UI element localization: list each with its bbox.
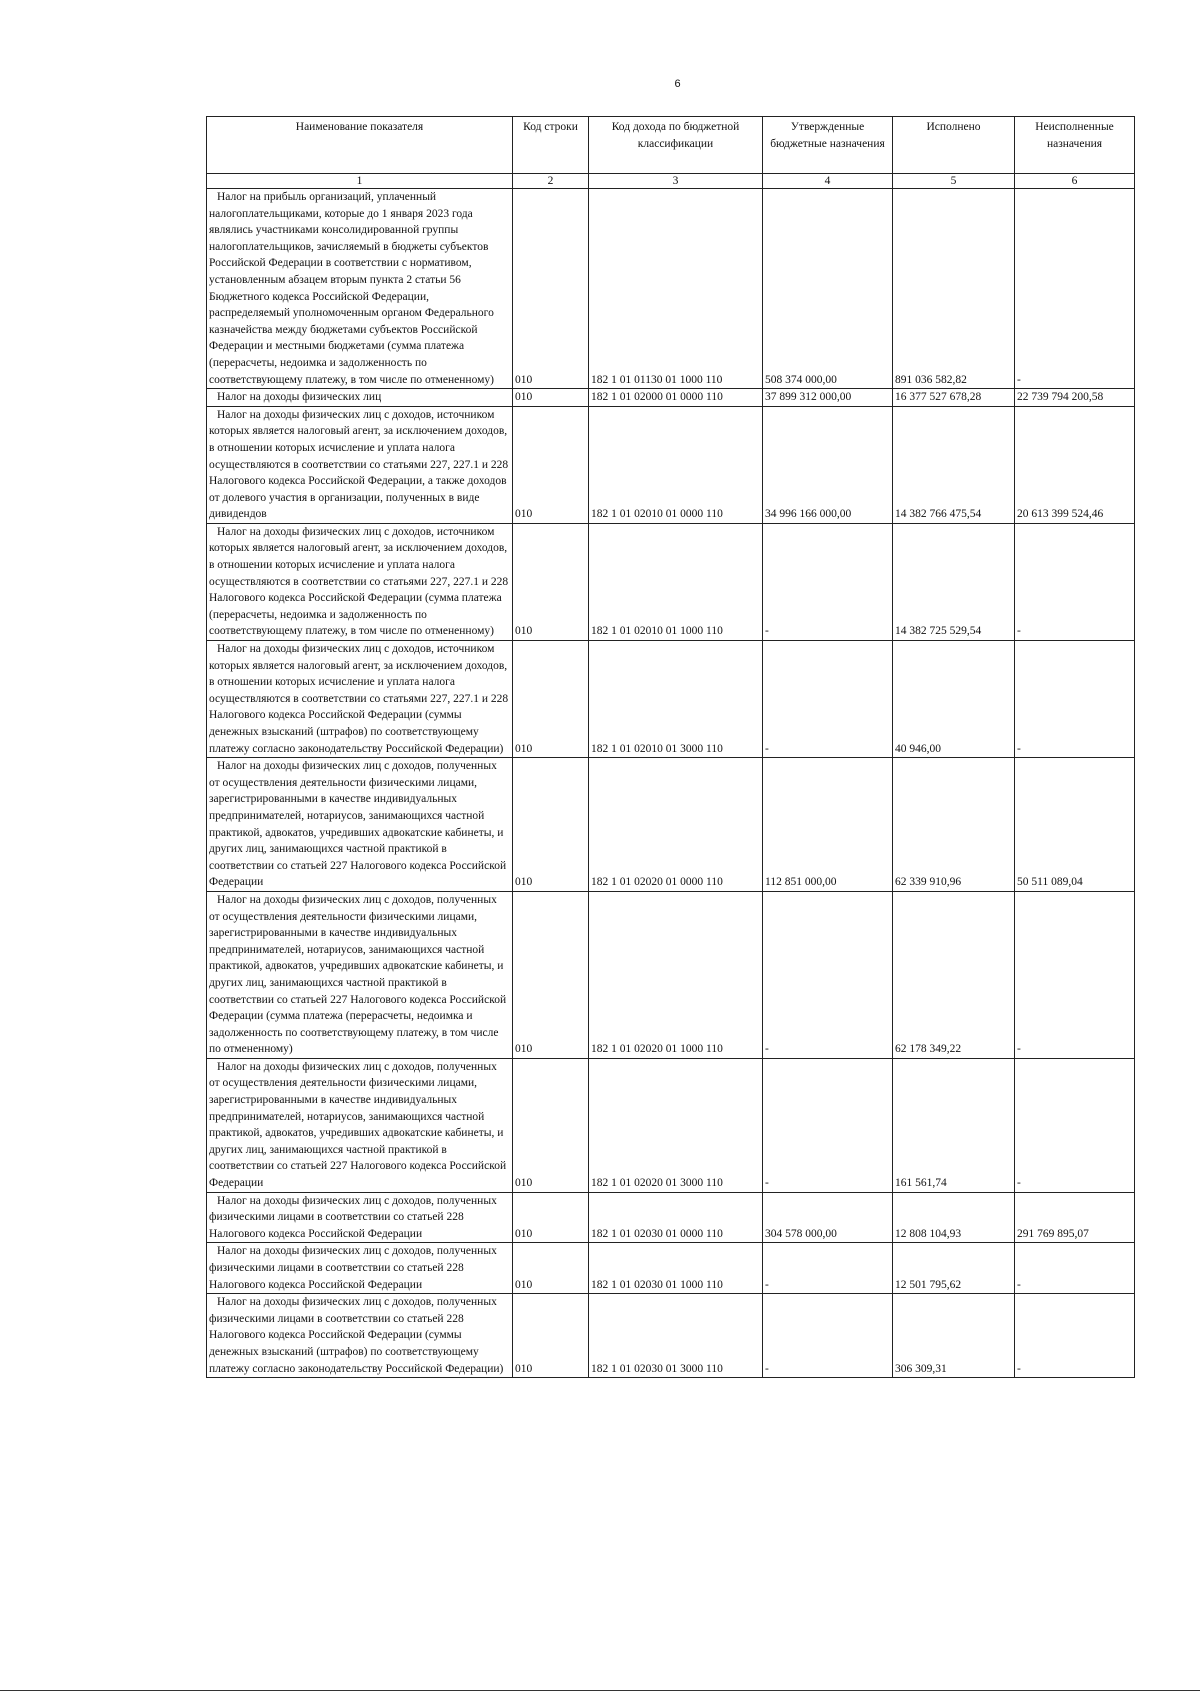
- header-unexecuted: Неисполненные назначения: [1015, 117, 1135, 174]
- table-row: [207, 1294, 1135, 1378]
- approved-amount-cell: 34 996 166 000,00: [763, 406, 893, 523]
- header-income-code: Код дохода по бюджетной классификации: [589, 117, 763, 174]
- table-row: [207, 189, 1135, 389]
- column-number-row: [207, 174, 1135, 189]
- indicator-name-cell: [207, 1294, 513, 1378]
- unexecuted-amount-cell: -: [1015, 1294, 1135, 1378]
- indicator-name-text: Налог на доходы физических лиц с доходов, источником которых является налоговый агент, за исключением доходов, в отношении которых исчисление и уплата налога осуществляются в соответствии со статьями 227, 227.1 и 228 Налогового кодекса Российской Федерации, а также доходов от долевого участия в организации, полученных в виде дивидендов: [209, 408, 509, 521]
- indicator-name-text: Налог на прибыль организаций, уплаченный налогоплательщиками, которые до 1 января 2023 года являлись участниками консолидированной группы налогоплательщиков, зачисляемый в бюджеты субъектов Российской Федерации в соответствии с нормативом, установленным абзацем вторым пункта 2 статьи 56 Бюджетного кодекса Российской Федерации, распределяемый уполномоченным органом Федерального казначейства между бюджетами субъектов Российской Федерации и местными бюджетами (сумма платежа (перерасчеты, недоимка и задолженность по соответствующему платежу, в том числе по отмененному): [209, 191, 494, 386]
- income-code-cell: 182 1 01 02030 01 3000 110: [589, 1294, 763, 1378]
- header-executed: Исполнено: [893, 117, 1015, 174]
- line-code-cell: 010: [513, 641, 589, 758]
- income-code-cell: 182 1 01 02010 01 1000 110: [589, 523, 763, 640]
- header-approved: Утвержденные бюджетные назначения: [763, 117, 893, 174]
- column-number: 4: [763, 174, 893, 189]
- income-code-cell: 182 1 01 02010 01 3000 110: [589, 641, 763, 758]
- indicator-name-text: Налог на доходы физических лиц с доходов, источником которых является налоговый агент, за исключением доходов, в отношении которых исчисление и уплата налога осуществляются в соответствии со статьями 227, 227.1 и 228 Налогового кодекса Российской Федерации (суммы денежных взысканий (штрафов) по соответствующему платежу согласно законодательству Российской Федерации): [209, 643, 509, 755]
- unexecuted-amount-cell: -: [1015, 1058, 1135, 1192]
- indicator-name-cell: [207, 1058, 513, 1192]
- indicator-name-cell: [207, 406, 513, 523]
- unexecuted-amount-cell: 291 769 895,07: [1015, 1192, 1135, 1243]
- approved-amount-cell: -: [763, 523, 893, 640]
- income-code-cell: 182 1 01 02000 01 0000 110: [589, 389, 763, 407]
- executed-amount-cell: 891 036 582,82: [893, 189, 1015, 389]
- column-number: 2: [513, 174, 589, 189]
- line-code-cell: 010: [513, 1192, 589, 1243]
- income-code-cell: 182 1 01 02030 01 0000 110: [589, 1192, 763, 1243]
- table-row: [207, 1192, 1135, 1243]
- executed-amount-cell: 12 808 104,93: [893, 1192, 1015, 1243]
- unexecuted-amount-cell: -: [1015, 641, 1135, 758]
- budget-execution-table: [206, 116, 1135, 1378]
- executed-amount-cell: 161 561,74: [893, 1058, 1015, 1192]
- income-code-cell: 182 1 01 02010 01 0000 110: [589, 406, 763, 523]
- line-code-cell: 010: [513, 389, 589, 407]
- indicator-name-text: Налог на доходы физических лиц с доходов, полученных от осуществления деятельности физическими лицами, зарегистрированными в качестве индивидуальных предпринимателей, нотариусов, занимающихся частной практикой, адвокатов, учредивших адвокатские кабинеты, и других лиц, занимающихся частной практикой в соответствии со статьей 227 Налогового кодекса Российской Федерации: [209, 1060, 507, 1190]
- approved-amount-cell: -: [763, 641, 893, 758]
- income-code-cell: 182 1 01 02020 01 3000 110: [589, 1058, 763, 1192]
- table-row: [207, 891, 1135, 1058]
- indicator-name-cell: [207, 1192, 513, 1243]
- income-code-cell: 182 1 01 01130 01 1000 110: [589, 189, 763, 389]
- line-code-cell: 010: [513, 758, 589, 892]
- executed-amount-cell: 62 178 349,22: [893, 891, 1015, 1058]
- table-row: [207, 406, 1135, 523]
- table-row: [207, 1243, 1135, 1294]
- indicator-name-cell: [207, 1243, 513, 1294]
- indicator-name-cell: [207, 758, 513, 892]
- indicator-name-cell: [207, 891, 513, 1058]
- line-code-cell: 010: [513, 1058, 589, 1192]
- executed-amount-cell: 14 382 766 475,54: [893, 406, 1015, 523]
- page-number: 6: [674, 78, 681, 90]
- unexecuted-amount-cell: 20 613 399 524,46: [1015, 406, 1135, 523]
- line-code-cell: 010: [513, 1294, 589, 1378]
- approved-amount-cell: 37 899 312 000,00: [763, 389, 893, 407]
- unexecuted-amount-cell: 50 511 089,04: [1015, 758, 1135, 892]
- indicator-name-cell: [207, 189, 513, 389]
- approved-amount-cell: -: [763, 1243, 893, 1294]
- indicator-name-cell: [207, 641, 513, 758]
- approved-amount-cell: -: [763, 1058, 893, 1192]
- executed-amount-cell: 16 377 527 678,28: [893, 389, 1015, 407]
- indicator-name-text: Налог на доходы физических лиц с доходов, полученных физическими лицами в соответствии со статьей 228 Налогового кодекса Российской Федерации: [209, 1194, 497, 1240]
- table-row: [207, 758, 1135, 892]
- income-code-cell: 182 1 01 02030 01 1000 110: [589, 1243, 763, 1294]
- table-row: [207, 641, 1135, 758]
- column-number: 1: [207, 174, 513, 189]
- approved-amount-cell: 304 578 000,00: [763, 1192, 893, 1243]
- table-row: [207, 523, 1135, 640]
- line-code-cell: 010: [513, 523, 589, 640]
- indicator-name-cell: [207, 389, 513, 407]
- executed-amount-cell: 306 309,31: [893, 1294, 1015, 1378]
- executed-amount-cell: 12 501 795,62: [893, 1243, 1015, 1294]
- unexecuted-amount-cell: -: [1015, 1243, 1135, 1294]
- page-bottom-rule: [0, 1690, 1200, 1691]
- column-number: 6: [1015, 174, 1135, 189]
- approved-amount-cell: 508 374 000,00: [763, 189, 893, 389]
- indicator-name-text: Налог на доходы физических лиц с доходов, полученных от осуществления деятельности физическими лицами, зарегистрированными в качестве индивидуальных предпринимателей, нотариусов, занимающихся частной практикой, адвокатов, учредивших адвокатские кабинеты, и других лиц, занимающихся частной практикой в соответствии со статьей 227 Налогового кодекса Российской Федерации: [209, 760, 507, 889]
- executed-amount-cell: 14 382 725 529,54: [893, 523, 1015, 640]
- column-number: 3: [589, 174, 763, 189]
- indicator-name-text: Налог на доходы физических лиц с доходов, полученных физическими лицами в соответствии со статьей 228 Налогового кодекса Российской Федерации: [209, 1245, 497, 1291]
- unexecuted-amount-cell: -: [1015, 523, 1135, 640]
- income-code-cell: 182 1 01 02020 01 0000 110: [589, 758, 763, 892]
- indicator-name-text: Налог на доходы физических лиц с доходов, полученных физическими лицами в соответствии со статьей 228 Налогового кодекса Российской Федерации (суммы денежных взысканий (штрафов) по соответствующему платежу согласно законодательству Российской Федерации): [209, 1296, 504, 1375]
- approved-amount-cell: 112 851 000,00: [763, 758, 893, 892]
- line-code-cell: 010: [513, 189, 589, 389]
- line-code-cell: 010: [513, 1243, 589, 1294]
- approved-amount-cell: -: [763, 891, 893, 1058]
- indicator-name-text: Налог на доходы физических лиц с доходов, источником которых является налоговый агент, за исключением доходов, в отношении которых исчисление и уплата налога осуществляются в соответствии со статьями 227, 227.1 и 228 Налогового кодекса Российской Федерации (сумма платежа (перерасчеты, недоимка и задолженность по соответствующему платежу, в том числе по отмененному): [209, 525, 509, 638]
- table-row: [207, 1058, 1135, 1192]
- unexecuted-amount-cell: 22 739 794 200,58: [1015, 389, 1135, 407]
- column-number: 5: [893, 174, 1015, 189]
- header-indicator-name: Наименование показателя: [207, 117, 513, 174]
- unexecuted-amount-cell: -: [1015, 891, 1135, 1058]
- line-code-cell: 010: [513, 891, 589, 1058]
- table-row: [207, 389, 1135, 407]
- executed-amount-cell: 62 339 910,96: [893, 758, 1015, 892]
- table-body: [207, 189, 1135, 1378]
- table-header-row: [207, 117, 1135, 174]
- indicator-name-cell: [207, 523, 513, 640]
- executed-amount-cell: 40 946,00: [893, 641, 1015, 758]
- approved-amount-cell: -: [763, 1294, 893, 1378]
- unexecuted-amount-cell: -: [1015, 189, 1135, 389]
- header-line-code: Код строки: [513, 117, 589, 174]
- income-code-cell: 182 1 01 02020 01 1000 110: [589, 891, 763, 1058]
- indicator-name-text: Налог на доходы физических лиц с доходов, полученных от осуществления деятельности физическими лицами, зарегистрированными в качестве индивидуальных предпринимателей, нотариусов, занимающихся частной практикой, адвокатов, учредивших адвокатские кабинеты, и других лиц, занимающихся частной практикой в соответствии со статьей 227 Налогового кодекса Российской Федерации (сумма платежа (перерасчеты, недоимка и задолженность по соответствующему платежу, в том числе по отмененному): [209, 893, 507, 1056]
- line-code-cell: 010: [513, 406, 589, 523]
- indicator-name-text: Налог на доходы физических лиц: [217, 391, 382, 404]
